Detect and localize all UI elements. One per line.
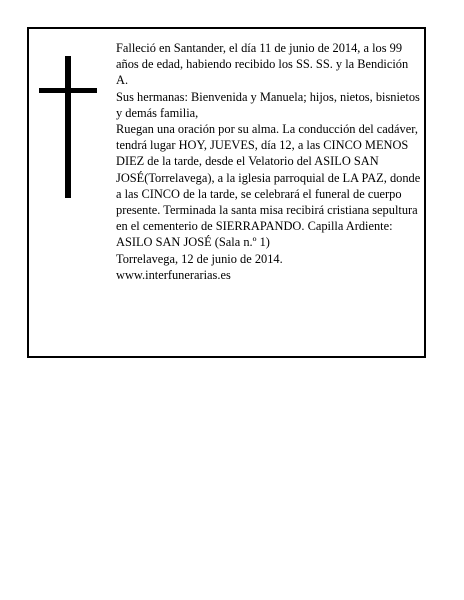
cross-icon [39, 56, 99, 198]
death-statement: Falleció en Santander, el día 11 de junio de 2014, a los 99 años de edad, habiendo recibido los SS. SS. y la Bendición A. [116, 41, 409, 88]
place-date: Torrelavega, 12 de junio de 2014. [116, 251, 283, 266]
family-list: Sus hermanas: Bienvenida y Manuela; hijos, nietos, bisnietos y demás familia, [116, 89, 420, 120]
obituary-notice [27, 27, 426, 358]
funeral-details: Ruegan una oración por su alma. La conducción del cadáver, tendrá lugar HOY, JUEVES, día 12, a las CINCO MENOS DIEZ de la tarde, desde el Velatorio del ASILO SAN JOSÉ(Torrelavega), a la iglesia parroquial de LA PAZ, donde a las CINCO de la tarde, se celebrará el funeral de cuerpo presente. Terminada la santa misa recibirá cristiana sepultura en el cementerio de SIERRAPANDO. Capilla Ardiente: ASILO SAN JOSÉ (Sala n.º 1) [116, 122, 421, 250]
cross-horizontal-bar [39, 88, 97, 93]
cross-vertical-bar [65, 56, 71, 198]
notice-text [116, 40, 422, 283]
website-text: www.interfunerarias.es [116, 267, 231, 282]
